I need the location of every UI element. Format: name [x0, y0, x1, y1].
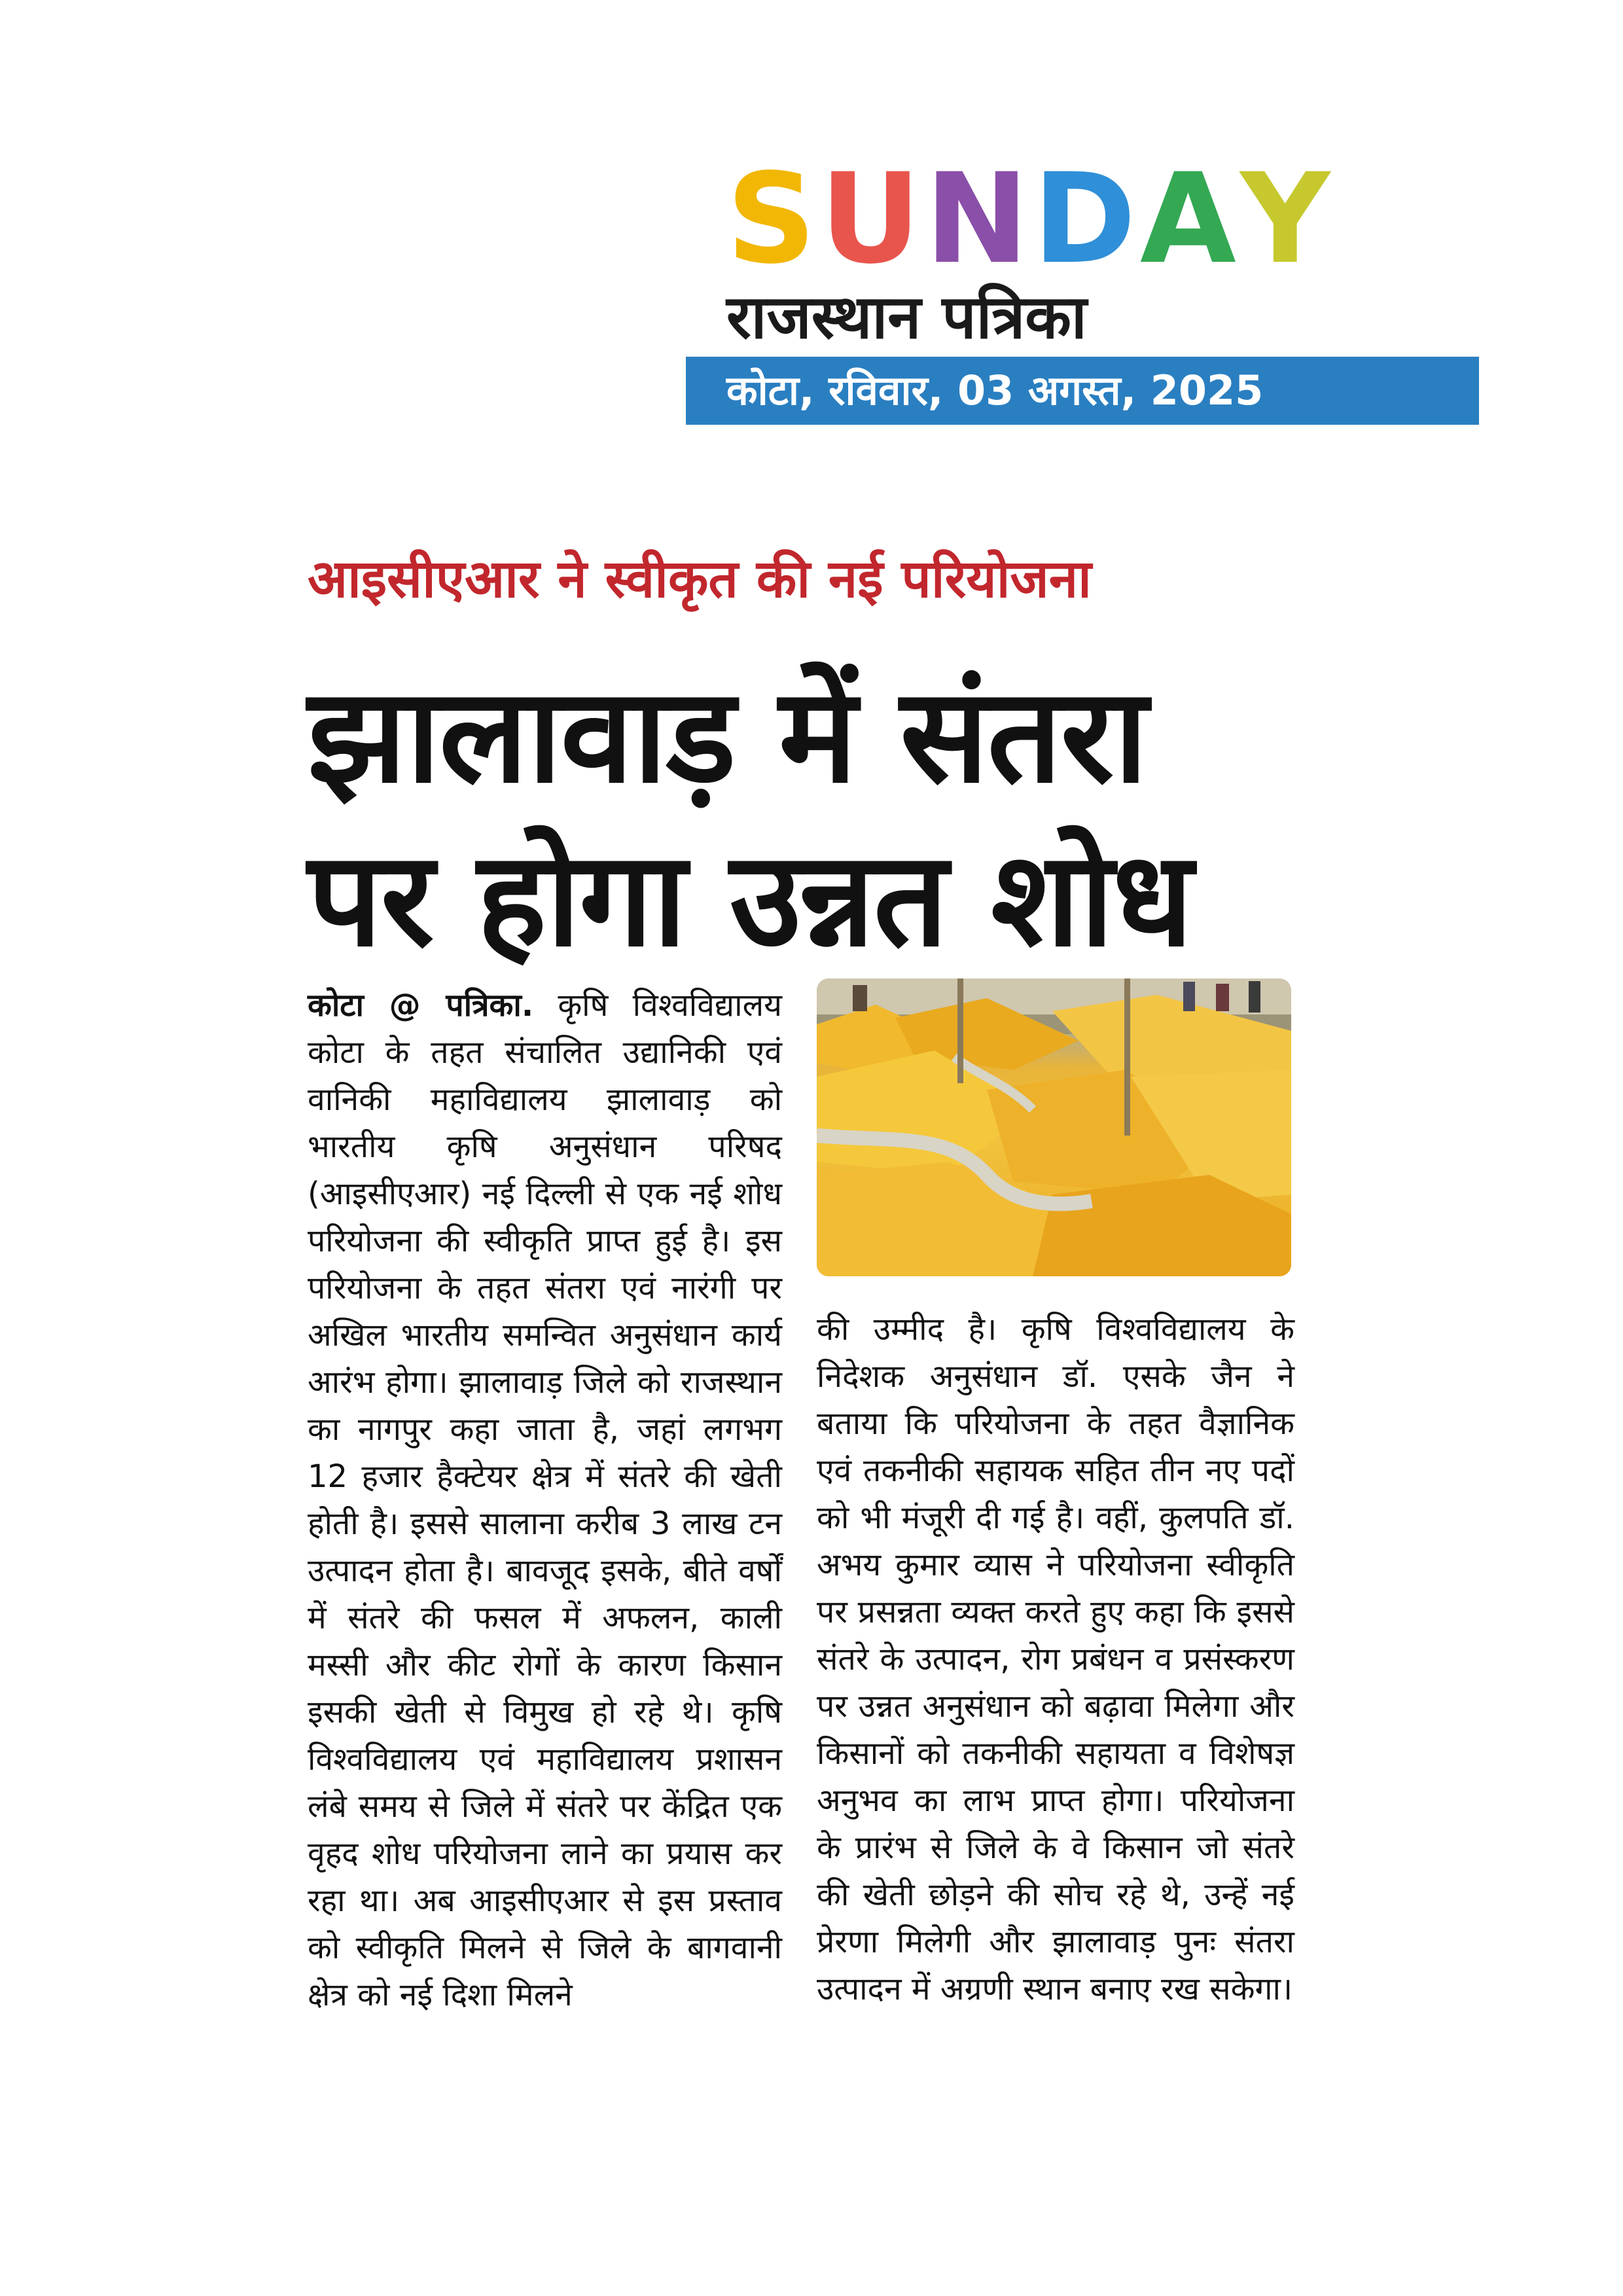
- logo-letter: U: [819, 147, 925, 291]
- oranges-heap-illustration: [817, 978, 1291, 1276]
- headline-line-1: झालावाड़ में संतरा: [308, 660, 1147, 812]
- kicker-headline: आइसीएआर ने स्वीकृत की नई परियोजना: [308, 548, 1092, 609]
- logo-letter: A: [1139, 147, 1240, 291]
- article-column-right: की उम्मीद है। कृषि विश्वविद्यालय के निदेशक अनुसंधान डॉ. एसके जैन ने बताया कि परियोजना के तहत वैज्ञानिक एवं तकनीकी सहायक सहित तीन नए पदों को भी मंजूरी दी गई है। वहीं, कुलपति डॉ. अभय कुमार व्यास ने परियोजना स्वीकृति पर प्रसन्नता व्यक्त करते हुए कहा कि इससे संतरे के उत्पादन, रोग प्रबंधन व प्रसंस्करण पर उन्नत अनुसंधान को बढ़ावा मिलेगा और किसानों को तकनीकी सहायता व विशेषज्ञ अनुभव का लाभ प्राप्त होगा। परियोजना के प्रारंभ से जिले के वे किसान जो संतरे की खेती छोड़ने की सोच रहे थे, उन्हें नई प्रेरणा मिलेगी और झालावाड़ पुनः संतरा उत्पादन में अग्रणी स्थान बनाए रख सकेगा।: [817, 1311, 1294, 2007]
- logo-letter: D: [1033, 147, 1140, 291]
- newspaper-name: राजस्थान पत्रिका: [726, 282, 1087, 352]
- byline: कोटा @ पत्रिका.: [308, 987, 534, 1024]
- dateline-bar: [686, 357, 1479, 425]
- oranges-photo: [817, 978, 1291, 1276]
- sunday-logo: [726, 147, 1334, 291]
- headline-line-2: पर होगा उन्नत शोध: [308, 823, 1192, 976]
- article-text-part-1: कृषि विश्वविद्यालय कोटा के तहत संचालित उद्यानिकी एवं वानिकी महाविद्यालय झालावाड़ को भारतीय कृषि अनुसंधान परिषद (आइसीएआर) नई दिल्ली से एक नई शोध परियोजना की स्वीकृति प्राप्त हुई है। इस परियोजना के तहत संतरा एवं नारंगी पर अखिल भारतीय समन्वित अनुसंधान कार्य आरंभ होगा। झालावाड़ जिले को राजस्थान का नागपुर कहा जाता है, जहां लगभग 12 हजार हैक्टेयर क्षेत्र में संतरे की खेती होती है। इससे सालाना करीब 3 लाख टन उत्पादन होता है। बावजूद इसके, बीते वर्षों में संतरे की फसल में अफलन, काली मस्सी और कीट रोगों के कारण किसान इसकी खेती से विमुख हो रहे थे। कृषि विश्वविद्यालय एवं महाविद्यालय प्रशासन लंबे समय से जिले में संतरे पर केंद्रित एक वृहद शोध परियोजना लाने का प्रयास कर रहा था। अब आइसीएआर से इस प्रस्ताव को स्वीकृति मिलने से जिले के बागवानी क्षेत्र को नई दिशा मिलने: [308, 987, 782, 2013]
- article-column-left: [308, 982, 782, 2179]
- logo-letter: Y: [1240, 147, 1334, 291]
- logo-letter: S: [726, 147, 820, 291]
- logo-letter: N: [925, 147, 1033, 291]
- dateline-text: कोटा, रविवार, 03 अगस्त, 2025: [726, 367, 1264, 414]
